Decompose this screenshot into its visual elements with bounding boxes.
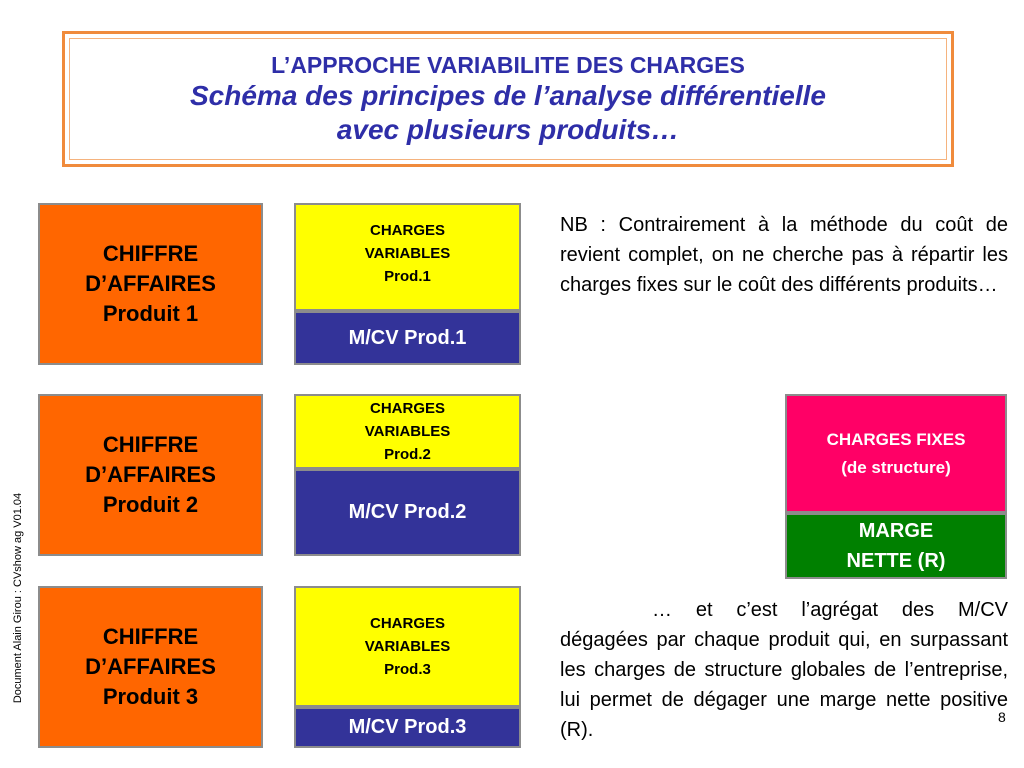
mcv-prod-3: M/CV Prod.3: [294, 707, 521, 748]
title-box: [69, 38, 947, 160]
marge-nette-box: MARGE NETTE (R): [785, 513, 1007, 579]
charges-variables-prod-2: CHARGES VARIABLES Prod.2: [294, 394, 521, 469]
slide-title: L’APPROCHE VARIABILITE DES CHARGES: [271, 52, 745, 78]
charges-fixes-box: CHARGES FIXES (de structure): [785, 394, 1007, 513]
chiffre-affaires-produit-2: CHIFFRE D’AFFAIRES Produit 2: [38, 394, 263, 556]
page-number: 8: [998, 709, 1006, 725]
conclusion-paragraph: [560, 595, 1008, 745]
nb-note: NB : Contrairement à la méthode du coût de revient complet, on ne cherche pas à répartir les charges fixes sur le coût des différents produits…: [560, 214, 1008, 296]
document-credit: Document Alain Girou : CVshow ag V01.04: [12, 492, 24, 704]
chiffre-affaires-produit-3: CHIFFRE D’AFFAIRES Produit 3: [38, 586, 263, 748]
conclusion-text: … et c’est l’agrégat des M/CV dégagées par chaque produit qui, en surpassant les charges de structure globales de l’entreprise, lui permet de dégager une marge nette positive (R).: [560, 599, 1008, 741]
slide-subtitle: Schéma des principes de l’analyse différentielle avec plusieurs produits…: [190, 80, 826, 145]
charges-variables-prod-1: CHARGES VARIABLES Prod.1: [294, 203, 521, 311]
mcv-prod-2: M/CV Prod.2: [294, 469, 521, 556]
chiffre-affaires-produit-1: CHIFFRE D’AFFAIRES Produit 1: [38, 203, 263, 365]
charges-variables-prod-3: CHARGES VARIABLES Prod.3: [294, 586, 521, 707]
title-frame: [62, 31, 954, 167]
mcv-prod-1: M/CV Prod.1: [294, 311, 521, 365]
